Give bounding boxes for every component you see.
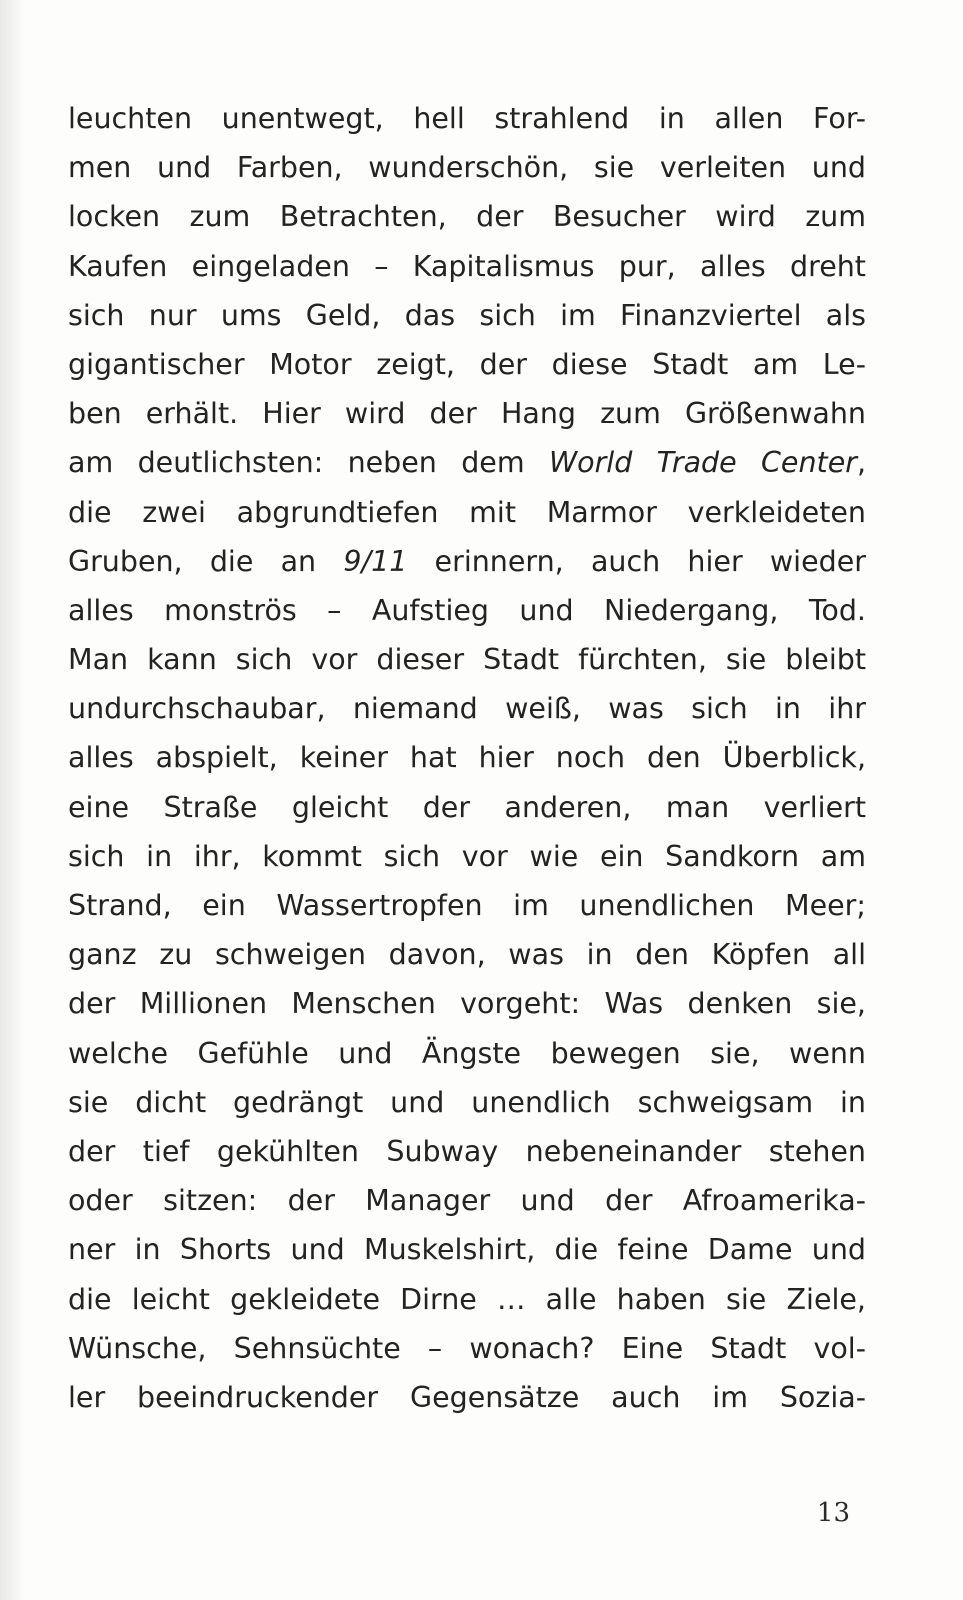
text-line: ganz zu schweigen davon, was in den Köpfen all: [68, 938, 866, 972]
text-line: oder sitzen: der Manager und der Afroamerika-: [68, 1184, 866, 1218]
text-line: alles monströs – Aufstieg und Niedergang, Tod.: [68, 593, 866, 627]
text-line: Kaufen eingeladen – Kapitalismus pur, alles dreht: [68, 249, 866, 283]
page-number: 13: [816, 1498, 850, 1528]
text-line: Strand, ein Wassertropfen im unendlichen Meer;: [68, 889, 866, 922]
text-line: locken zum Betrachten, der Besucher wird zum: [68, 200, 866, 234]
text-line: Gruben, die an 9/11 erinnern, auch hier wieder: [68, 544, 866, 578]
text-line: sich in ihr, kommt sich vor wie ein Sandkorn am: [68, 839, 866, 873]
text-line: gigantischer Motor zeigt, der diese Stadt am Le-: [68, 347, 866, 381]
text-line: eine Straße gleicht der anderen, man verliert: [68, 790, 866, 824]
text-line: men und Farben, wunderschön, sie verleiten und: [68, 151, 866, 185]
text-line: ben erhält. Hier wird der Hang zum Größenwahn: [68, 397, 866, 431]
text-line: ner in Shorts und Muskelshirt, die feine Dame und: [68, 1233, 866, 1267]
text-line: undurchschaubar, niemand weiß, was sich in ihr: [68, 692, 866, 726]
text-line: alles abspielt, keiner hat hier noch den Überblick,: [68, 741, 866, 775]
text-line: sich nur ums Geld, das sich im Finanzviertel als: [68, 298, 866, 332]
text-line: welche Gefühle und Ängste bewegen sie, wenn: [68, 1036, 866, 1070]
text-line: ler beeindruckender Gegensätze auch im Sozia-: [68, 1380, 866, 1414]
italic-phrase: 9/11: [343, 544, 408, 578]
italic-phrase: World Trade Center: [548, 446, 857, 480]
text-line: leuchten unentwegt, hell strahlend in allen For-: [68, 102, 866, 135]
text-line: am deutlichsten: neben dem World Trade Center,: [68, 446, 866, 480]
text-line: der Millionen Menschen vorgeht: Was denken sie,: [68, 987, 866, 1021]
text-line: sie dicht gedrängt und unendlich schweigsam in: [68, 1085, 866, 1119]
page-gutter-shadow: [0, 0, 26, 1600]
text-line: die zwei abgrundtiefen mit Marmor verkleideten: [68, 495, 866, 529]
body-text: [68, 94, 866, 1422]
text-line: Wünsche, Sehnsüchte – wonach? Eine Stadt vol-: [68, 1331, 866, 1365]
text-line: Man kann sich vor dieser Stadt fürchten, sie bleibt: [68, 643, 866, 677]
text-line: der tief gekühlten Subway nebeneinander stehen: [68, 1134, 866, 1168]
text-line: die leicht gekleidete Dirne … alle haben sie Ziele,: [68, 1282, 866, 1316]
